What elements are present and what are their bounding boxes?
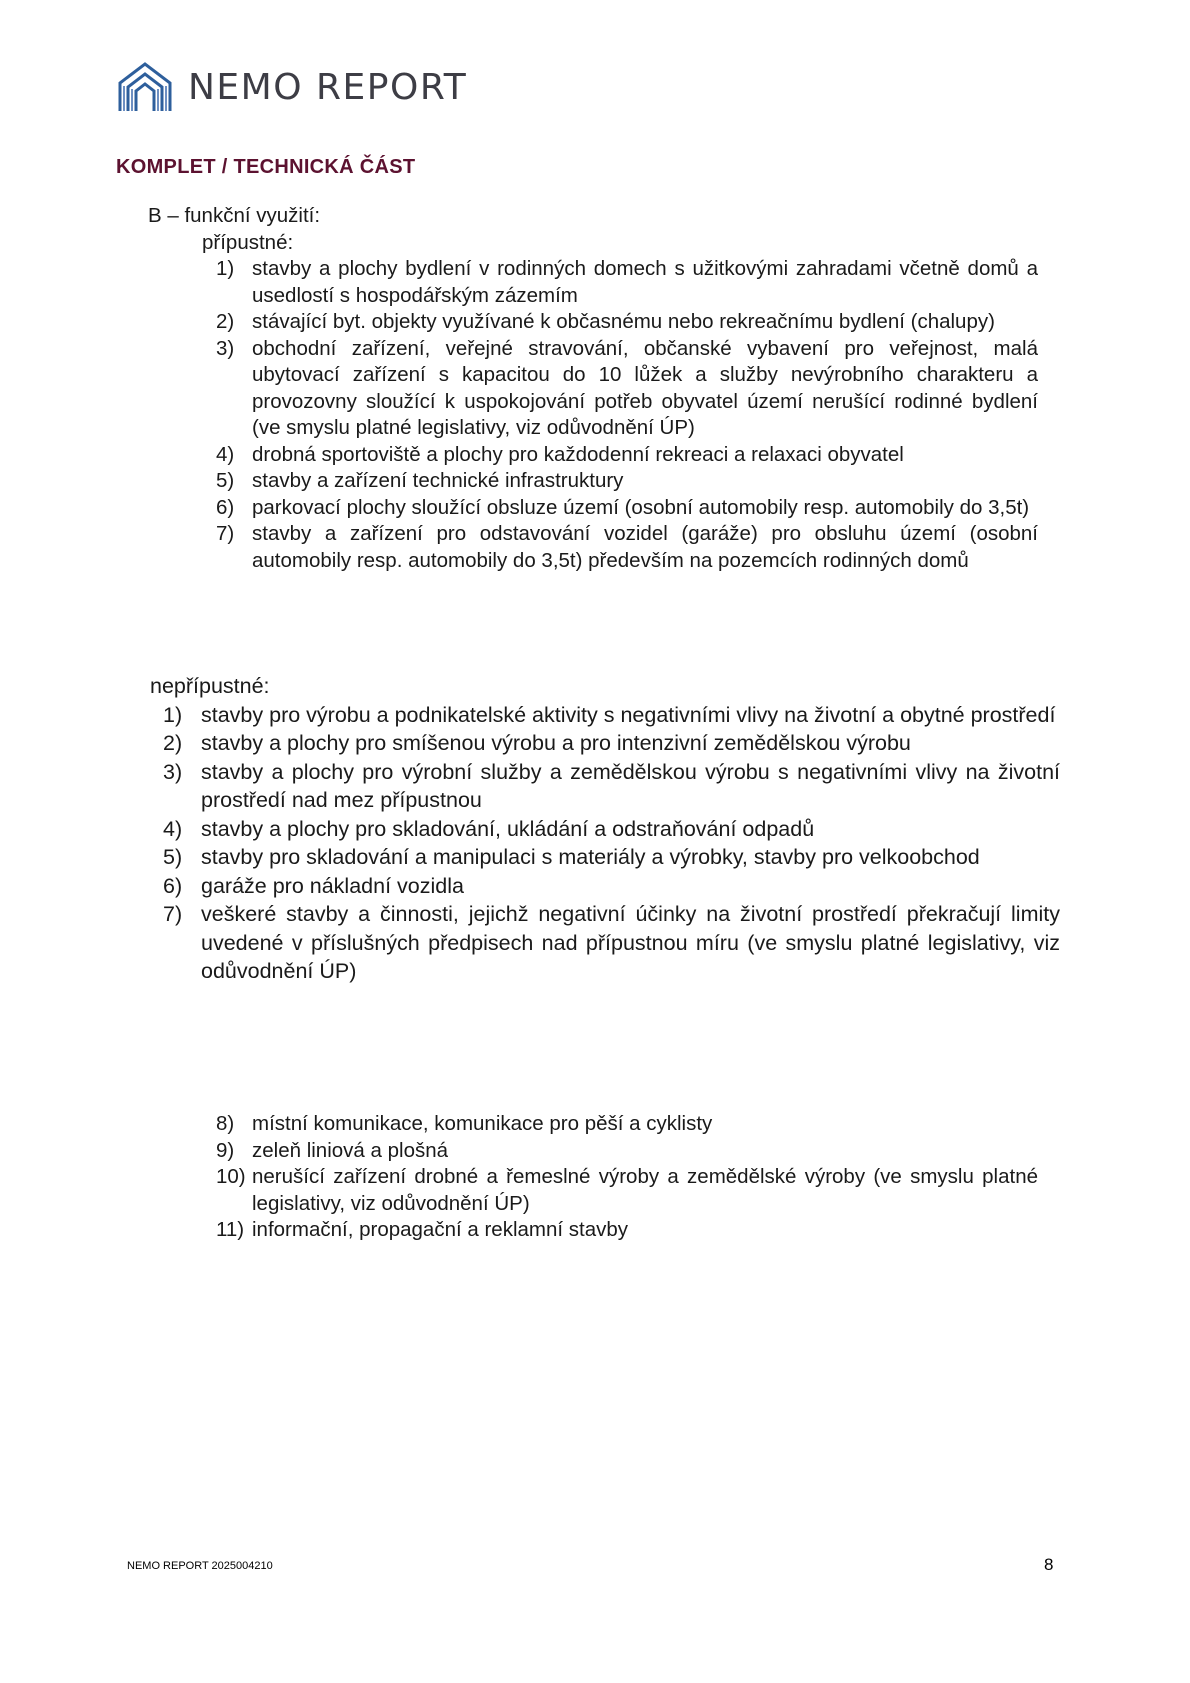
item-number: 5) — [163, 845, 183, 869]
list-item — [216, 336, 1038, 442]
item-number: 9) — [216, 1138, 235, 1162]
item-text: drobná sportoviště a plochy pro každodenní rekreaci a relaxaci obyvatel — [252, 442, 904, 466]
list-item — [216, 1111, 1038, 1138]
item-text: stavby pro výrobu a podnikatelské aktivity s negativními vlivy na životní a obytné prostředí — [201, 702, 1056, 727]
logo — [116, 59, 467, 115]
permitted-list — [216, 256, 1038, 574]
list-item — [163, 843, 1060, 872]
item-text: stavby a zařízení pro odstavování vozidel (garáže) pro obsluhu území (osobní automobily resp. automobily do 3,5t) především na pozemcích rodinných domů — [252, 522, 1038, 572]
item-number: 1) — [163, 702, 183, 727]
item-number: 6) — [163, 873, 183, 898]
scan-cut-line — [248, 574, 1038, 588]
item-text: stavby a plochy pro skladování, ukládání a odstraňování odpadů — [201, 816, 815, 841]
item-text: stavby pro skladování a manipulaci s materiály a výrobky, stavby pro velkoobchod — [201, 845, 980, 869]
block-heading: B – funkční využití: — [148, 204, 321, 227]
item-text: informační, propagační a reklamní stavby — [252, 1218, 629, 1241]
permitted-use-block — [148, 203, 1038, 588]
list-item — [216, 256, 1038, 309]
permitted-list-continued — [216, 1111, 1038, 1244]
list-item — [216, 521, 1038, 574]
item-number: 2) — [216, 310, 235, 333]
logo-text: NEMO REPORT — [188, 66, 468, 108]
list-item — [216, 1138, 1038, 1165]
permitted-use-continued-block — [148, 1097, 1038, 1244]
item-number: 1) — [216, 257, 235, 280]
prohibited-use-block — [150, 672, 1060, 986]
item-text: veškeré stavby a činnosti, jejichž negativní účinky na životní prostředí překračují limity uvedené v příslušných předpisech nad přípustnou míru (ve smyslu platné legislativy, viz odůvodnění ÚP) — [201, 902, 1060, 983]
item-number: 3) — [216, 336, 235, 360]
item-text: stavby a plochy bydlení v rodinných domech s užitkovými zahradami včetně domů a usedlostí s hospodářským zázemím — [252, 257, 1038, 307]
item-text: parkovací plochy sloužící obsluze území (osobní automobily resp. automobily do 3,5t) — [252, 495, 1030, 519]
list-item — [163, 701, 1060, 730]
scan-cut-line — [252, 1097, 312, 1111]
permitted-heading: přípustné: — [202, 230, 294, 254]
item-number: 8) — [216, 1112, 235, 1135]
list-item — [163, 758, 1060, 815]
item-number: 5) — [216, 469, 235, 492]
list-item — [216, 495, 1038, 522]
item-number: 3) — [163, 759, 183, 784]
prohibited-heading: nepřípustné: — [150, 674, 270, 698]
item-text: stávající byt. objekty využívané k občasnému nebo rekreačnímu bydlení (chalupy) — [252, 310, 995, 333]
item-text: místní komunikace, komunikace pro pěší a cyklisty — [252, 1112, 713, 1135]
item-text: stavby a plochy pro výrobní služby a zemědělskou výrobu s negativními vlivy na životní prostředí nad mez přípustnou — [201, 759, 1060, 812]
item-number: 10) — [216, 1165, 246, 1188]
list-item — [216, 442, 1038, 469]
list-item — [163, 729, 1060, 758]
item-number: 7) — [163, 902, 183, 926]
item-text: zeleň liniová a plošná — [252, 1138, 449, 1162]
prohibited-list — [163, 701, 1060, 986]
list-item — [216, 1164, 1038, 1217]
list-item — [163, 815, 1060, 844]
item-number: 7) — [216, 522, 235, 545]
item-number: 6) — [216, 495, 235, 519]
item-text: garáže pro nákladní vozidla — [201, 873, 464, 898]
logo-icon — [116, 61, 174, 113]
section-title: KOMPLET / TECHNICKÁ ČÁST — [116, 156, 416, 178]
item-number: 4) — [163, 816, 183, 841]
list-item — [163, 900, 1060, 986]
item-number: 11) — [216, 1218, 245, 1241]
item-number: 2) — [163, 731, 183, 755]
item-number: 4) — [216, 442, 235, 466]
list-item — [216, 1217, 1038, 1244]
footer-report-id: NEMO REPORT 2025004210 — [127, 1560, 273, 1572]
item-text: nerušící zařízení drobné a řemeslné výroby a zemědělské výroby (ve smyslu platné legislativy, viz odůvodnění ÚP) — [252, 1165, 1038, 1215]
list-item — [216, 309, 1038, 336]
item-text: stavby a zařízení technické infrastruktury — [252, 469, 624, 492]
item-text: stavby a plochy pro smíšenou výrobu a pro intenzivní zemědělskou výrobu — [201, 731, 911, 755]
page-number: 8 — [1044, 1555, 1054, 1574]
list-item — [163, 872, 1060, 901]
item-text: obchodní zařízení, veřejné stravování, občanské vybavení pro veřejnost, malá ubytovací zařízení s kapacitou do 10 lůžek a služby nevýrobního charakteru a provozovny sloužící k uspokojování potřeb obyvatel území nerušící rodinné bydlení (ve smyslu platné legislativy, viz odůvodnění ÚP) — [252, 336, 1038, 439]
list-item — [216, 468, 1038, 495]
